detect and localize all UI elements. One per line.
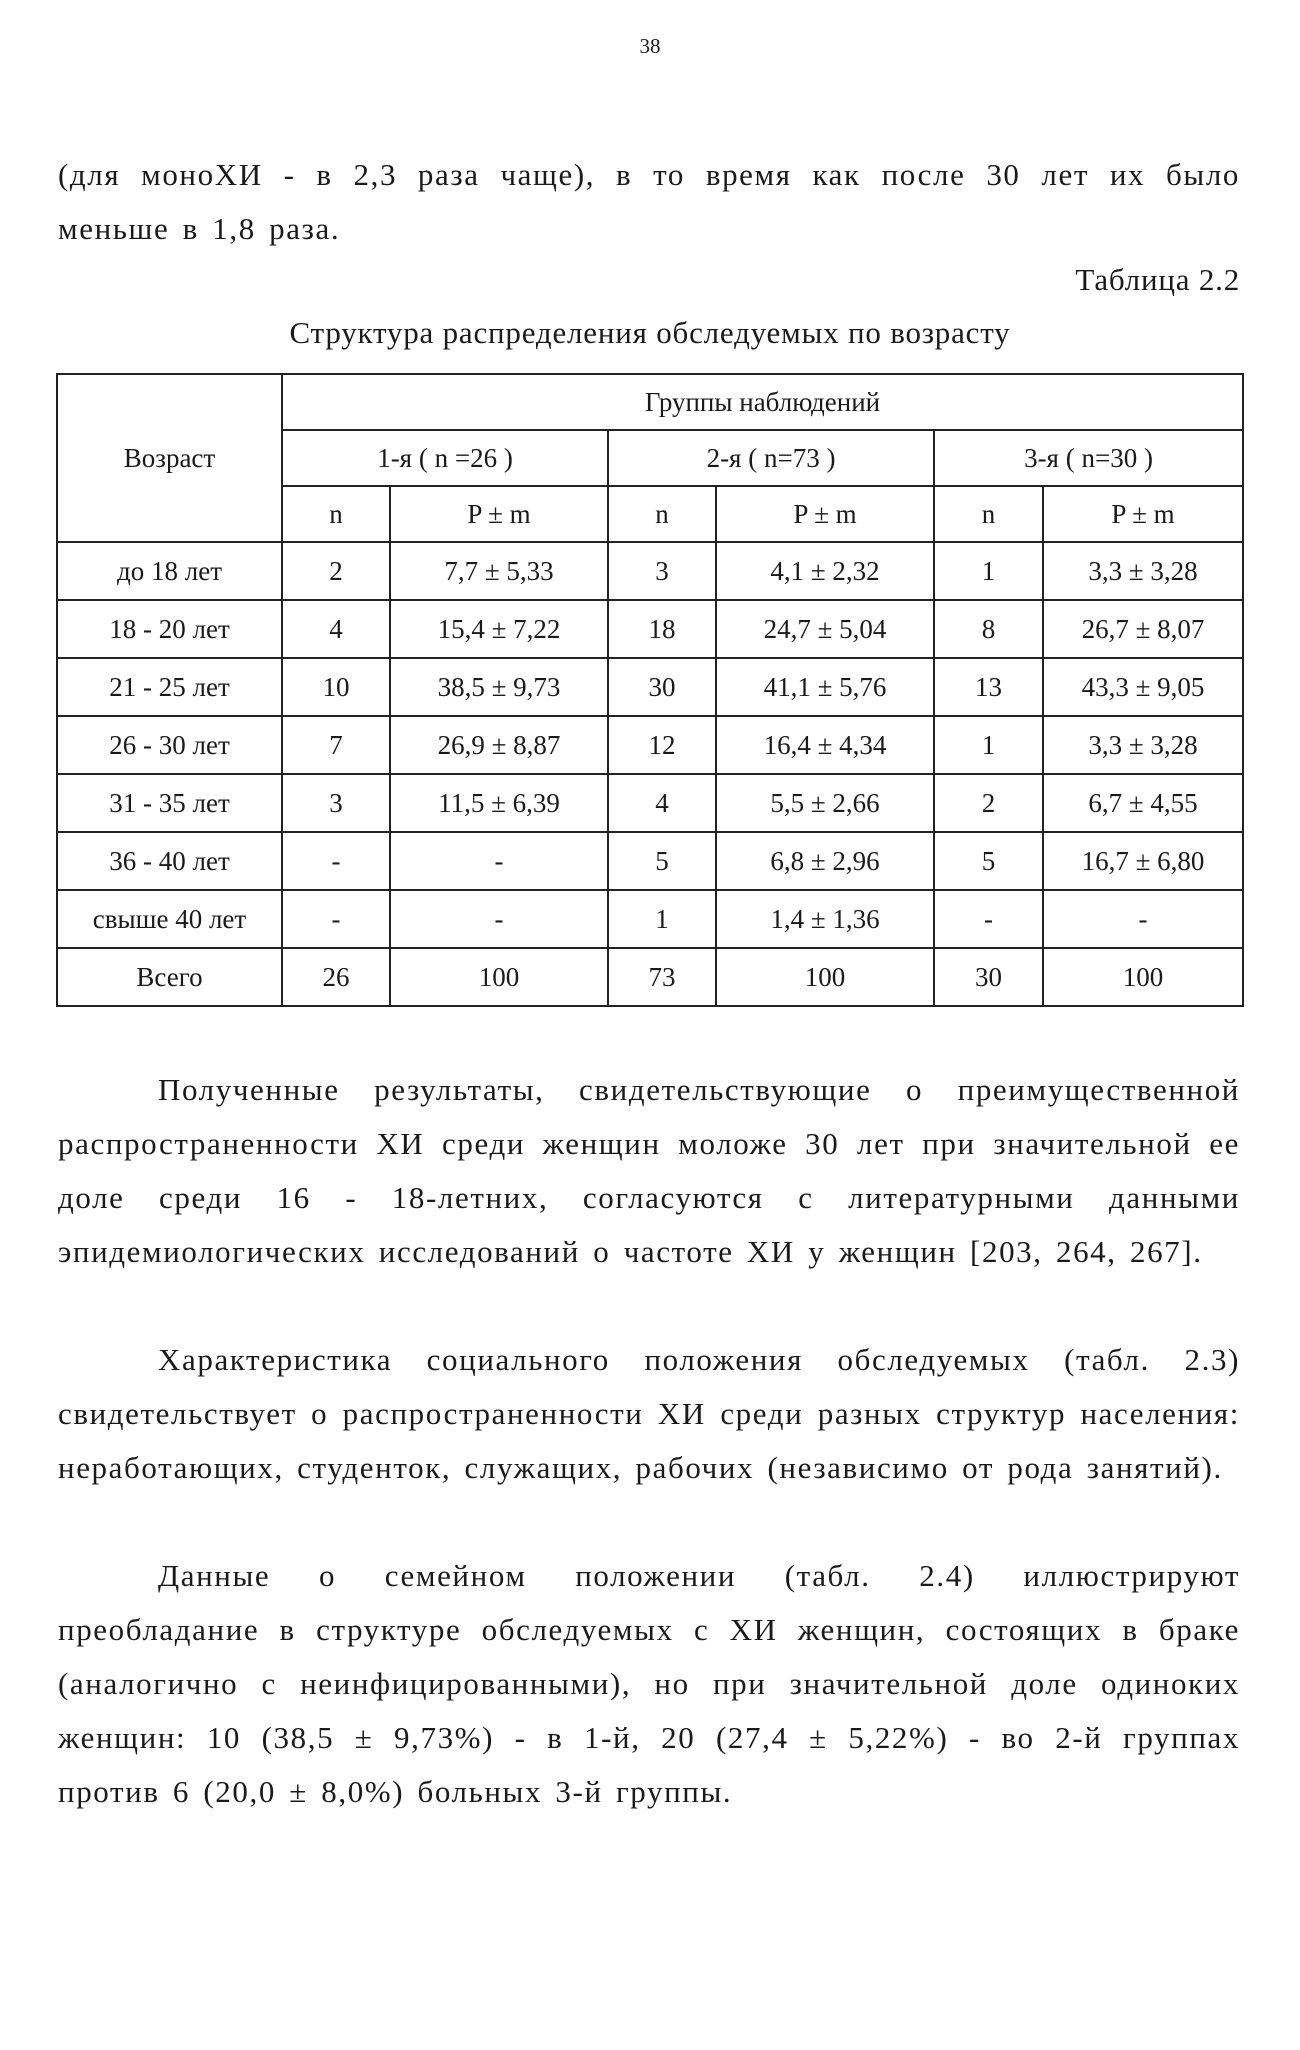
group-1-n-cell: 2 [282,542,390,600]
paragraph-intro: (для моноХИ - в 2,3 раза чаще), в то время как после 30 лет их было меньше в 1,8 раза. [58,157,1240,246]
table-row [57,832,1243,890]
group-3-n-cell: 1 [934,716,1043,774]
group-3-n-cell: 2 [934,774,1043,832]
table-row [57,890,1243,948]
group-3-n-cell: 30 [934,948,1043,1006]
group-2-n-cell: 1 [608,890,716,948]
group-3-header: 3-я ( n=30 ) [934,430,1243,486]
group-3-pm-cell: - [1043,890,1243,948]
group-1-pm-cell: 7,7 ± 5,33 [390,542,608,600]
table-caption: Структура распределения обследуемых по возрасту [289,315,1011,350]
group-3-pm-cell: 3,3 ± 3,28 [1043,716,1243,774]
paragraph-social-status: Характеристика социального положения обследуемых (табл. 2.3) свидетельствует о распространенности ХИ среди разных структур населения: неработающих, студенток, служащих, рабочих (независимо от рода занятий). [58,1342,1240,1485]
group-1-n-cell: 10 [282,658,390,716]
table-row [57,716,1243,774]
group-1-pm-cell: 15,4 ± 7,22 [390,600,608,658]
table-total-row [57,948,1243,1006]
group-1-n-cell: 3 [282,774,390,832]
age-distribution-table [56,373,1244,1007]
group-1-header: 1-я ( n =26 ) [282,430,608,486]
group-3-pm-cell: 43,3 ± 9,05 [1043,658,1243,716]
age-cell: 21 - 25 лет [57,658,282,716]
paragraph-family-status: Данные о семейном положении (табл. 2.4) иллюстрируют преобладание в структуре обследуемых с ХИ женщин, состоящих в браке (аналогично с неинфицированными), но при значительной доле одиноких женщин: 10 (38,5 ± 9,73%) - в 1-й, 20 (27,4 ± 5,22%) - во 2-й группах против 6 (20,0 ± 8,0%) больных 3-й группы. [58,1558,1240,1809]
group-1-pm-cell: 26,9 ± 8,87 [390,716,608,774]
group-2-pm-cell: 16,4 ± 4,34 [716,716,934,774]
group-2-pm-cell: 1,4 ± 1,36 [716,890,934,948]
group-3-pm-cell: 16,7 ± 6,80 [1043,832,1243,890]
group-1-n-cell: - [282,832,390,890]
age-cell: до 18 лет [57,542,282,600]
table-row [57,542,1243,600]
age-column-header: Возраст [57,374,282,542]
group-2-pm-cell: 5,5 ± 2,66 [716,774,934,832]
group-1-n-cell: - [282,890,390,948]
group-3-pm-cell: 26,7 ± 8,07 [1043,600,1243,658]
age-cell: 26 - 30 лет [57,716,282,774]
group-1-pm-cell: - [390,890,608,948]
group-1-pm-header: P ± m [390,486,608,542]
age-cell: свыше 40 лет [57,890,282,948]
age-cell: Всего [57,948,282,1006]
group-2-pm-cell: 4,1 ± 2,32 [716,542,934,600]
group-3-pm-cell: 6,7 ± 4,55 [1043,774,1243,832]
group-3-pm-cell: 3,3 ± 3,28 [1043,542,1243,600]
group-3-n-cell: - [934,890,1043,948]
group-3-n-cell: 8 [934,600,1043,658]
group-3-pm-header: P ± m [1043,486,1243,542]
table-row [57,774,1243,832]
group-2-n-cell: 4 [608,774,716,832]
group-1-pm-cell: - [390,832,608,890]
group-2-n-cell: 18 [608,600,716,658]
group-1-n-cell: 7 [282,716,390,774]
group-2-pm-cell: 24,7 ± 5,04 [716,600,934,658]
age-cell: 18 - 20 лет [57,600,282,658]
group-3-n-cell: 5 [934,832,1043,890]
group-3-n-cell: 1 [934,542,1043,600]
group-2-n-cell: 5 [608,832,716,890]
group-1-pm-cell: 11,5 ± 6,39 [390,774,608,832]
group-2-pm-cell: 6,8 ± 2,96 [716,832,934,890]
group-1-pm-cell: 100 [390,948,608,1006]
group-2-pm-cell: 100 [716,948,934,1006]
age-cell: 31 - 35 лет [57,774,282,832]
group-3-n-cell: 13 [934,658,1043,716]
table-row [57,600,1243,658]
group-1-n-header: n [282,486,390,542]
group-2-n-cell: 73 [608,948,716,1006]
groups-header: Группы наблюдений [282,374,1243,430]
group-1-n-cell: 26 [282,948,390,1006]
table-label: Таблица 2.2 [1075,262,1240,297]
group-2-pm-header: P ± m [716,486,934,542]
group-2-n-header: n [608,486,716,542]
group-2-header: 2-я ( n=73 ) [608,430,934,486]
age-cell: 36 - 40 лет [57,832,282,890]
paragraph-results: Полученные результаты, свидетельствующие о преимущественной распространенности ХИ среди женщин моложе 30 лет при значительной ее доле среди 16 - 18-летних, согласуются с литературными данными эпидемиологических исследований о частоте ХИ у женщин [203, 264, 267]. [58,1072,1240,1269]
group-2-n-cell: 3 [608,542,716,600]
group-2-n-cell: 12 [608,716,716,774]
group-1-n-cell: 4 [282,600,390,658]
group-2-pm-cell: 41,1 ± 5,76 [716,658,934,716]
table-row [57,658,1243,716]
group-1-pm-cell: 38,5 ± 9,73 [390,658,608,716]
group-3-pm-cell: 100 [1043,948,1243,1006]
group-3-n-header: n [934,486,1043,542]
group-2-n-cell: 30 [608,658,716,716]
page-number: 38 [639,34,661,58]
table-header-row-groups [57,374,1243,430]
